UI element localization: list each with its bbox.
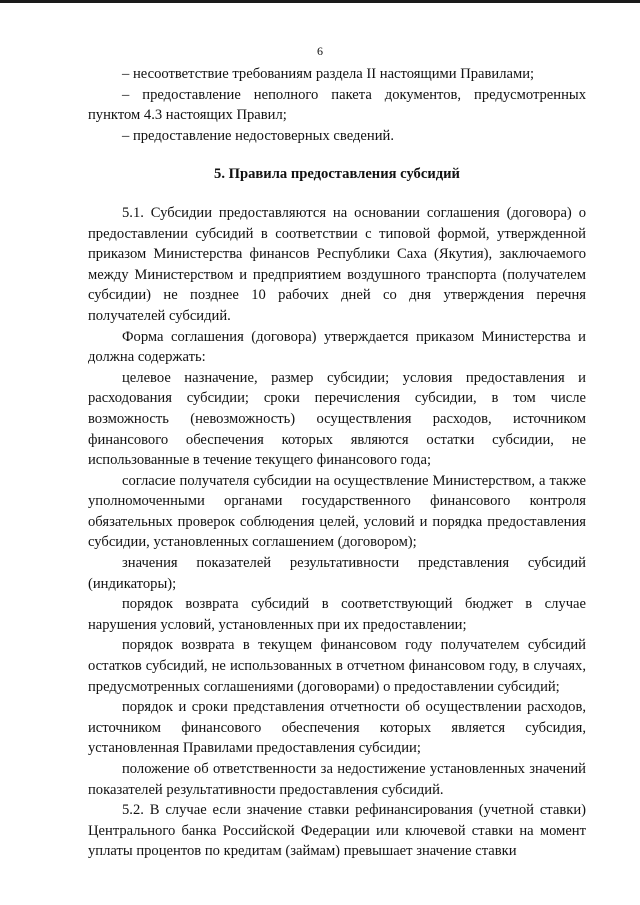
paragraph: порядок и сроки представления отчетности об осуществлении расходов, источником финансового обеспечения которых является субсидия, установленная Правилами предоставления субсидии; (88, 699, 586, 757)
paragraph: порядок возврата в текущем финансовом году получателем субсидий остатков субсидий, не использованных в отчетном финансовом году, в случаях, предусмотренных соглашениями (договорами) о предоставлении субсидий; (88, 637, 586, 695)
paragraph: целевое назначение, размер субсидии; условия предоставления и расходования субсидии; сроки перечисления субсидии, в том числе возможность (невозможность) осуществления расходов, источником финансового обеспечения которых являются остатки субсидии, не использованные в течение текущего финансового года; (88, 369, 586, 469)
paragraph: положение об ответственности за недостижение установленных значений показателей результативности предоставления субсидий. (88, 761, 586, 798)
list-item: – несоответствие требованиям раздела II настоящими Правилами; (122, 66, 535, 82)
list-item: – предоставление недостоверных сведений. (122, 127, 394, 144)
document-body (88, 64, 586, 862)
paragraph-5-2: 5.2. В случае если значение ставки рефинансирования (учетной ставки) Центрального банка Российской Федерации или ключевой ставки на момент уплаты процентов по кредитам (займам) превышает значение ставки (88, 802, 586, 860)
paragraph: порядок возврата субсидий в соответствующий бюджет в случае нарушения условий, установленных при их предоставлении; (88, 596, 586, 633)
section-heading: 5. Правила предоставления субсидий (214, 166, 460, 183)
paragraph: значения показателей результативности представления субсидий (индикаторы); (88, 555, 586, 592)
page-number: 6 (317, 44, 323, 58)
paragraph: Форма соглашения (договора) утверждается приказом Министерства и должна содержать: (88, 328, 586, 366)
top-border-line (0, 0, 640, 3)
list-item: – предоставление неполного пакета документов, предусмотренных пунктом 4.3 настоящих Правил; (88, 86, 586, 124)
paragraph-5-1: 5.1. Субсидии предоставляются на основании соглашения (договора) о предоставлении субсидий в соответствии с типовой формой, утвержденной приказом Министерства финансов Республики Саха (Якутия), заключаемого между Министерством и предприятием воздушного транспорта (получателем субсидии) не позднее 10 рабочих дней со дня утверждения перечня получателей субсидий. (88, 204, 586, 324)
paragraph: согласие получателя субсидии на осуществление Министерством, а также уполномоченными органами государственного финансового контроля обязательных проверок соблюдения целей, условий и порядка предоставления субсидии, установленных соглашением (договором); (88, 472, 586, 551)
